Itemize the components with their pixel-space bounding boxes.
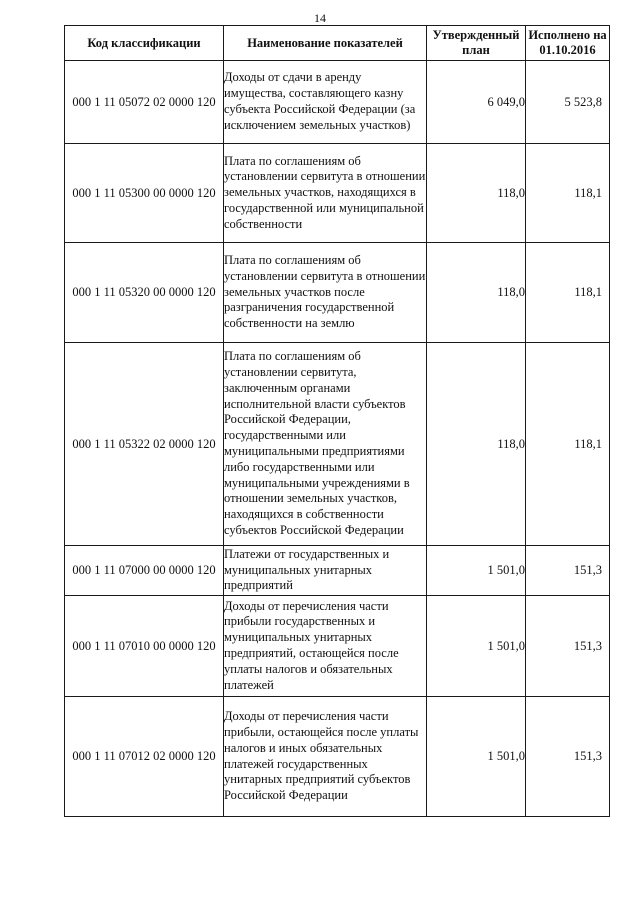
table-row	[65, 144, 610, 243]
row-plan: 118,0	[427, 144, 526, 243]
row-plan: 118,0	[427, 343, 526, 546]
budget-table	[64, 25, 610, 817]
row-plan: 118,0	[427, 243, 526, 343]
row-name: Доходы от перечисления части прибыли, остающейся после уплаты налогов и иных обязательных платежей государственных унитарных предприятий субъектов Российской Федерации	[224, 697, 427, 817]
row-code: 000 1 11 05072 02 0000 120	[65, 61, 224, 144]
row-done: 118,1	[526, 144, 610, 243]
table-row	[65, 697, 610, 817]
table-header-row	[65, 26, 610, 61]
row-plan: 1 501,0	[427, 546, 526, 596]
table-row	[65, 61, 610, 144]
row-name: Плата по соглашениям об установлении сервитута в отношении земельных участков, находящихся в государственной или муниципальной собственности	[224, 144, 427, 243]
row-code: 000 1 11 07010 00 0000 120	[65, 596, 224, 697]
row-code: 000 1 11 05300 00 0000 120	[65, 144, 224, 243]
row-code: 000 1 11 05322 02 0000 120	[65, 343, 224, 546]
row-name: Плата по соглашениям об установлении сервитута в отношении земельных участков после разграничения государственной собственности на землю	[224, 243, 427, 343]
table-row	[65, 546, 610, 596]
row-plan: 1 501,0	[427, 596, 526, 697]
row-name: Плата по соглашениям об установлении сервитута, заключенным органами исполнительной власти субъектов Российской Федерации, государственными или муниципальными предприятиями либо государственными или муниципальными учреждениями в отношении земельных участков, находящихся в собственности субъектов Российской Федерации	[224, 343, 427, 546]
table-row	[65, 343, 610, 546]
row-name: Доходы от перечисления части прибыли государственных и муниципальных унитарных предприятий, остающейся после уплаты налогов и обязательных платежей	[224, 596, 427, 697]
table-row	[65, 243, 610, 343]
row-plan: 6 049,0	[427, 61, 526, 144]
row-done: 5 523,8	[526, 61, 610, 144]
header-code: Код классификации	[65, 26, 224, 61]
row-done: 118,1	[526, 243, 610, 343]
row-done: 151,3	[526, 546, 610, 596]
row-done: 151,3	[526, 697, 610, 817]
row-code: 000 1 11 07000 00 0000 120	[65, 546, 224, 596]
row-name: Доходы от сдачи в аренду имущества, составляющего казну субъекта Российской Федерации (за исключением земельных участков)	[224, 61, 427, 144]
table-row	[65, 596, 610, 697]
row-done: 151,3	[526, 596, 610, 697]
row-name: Платежи от государственных и муниципальных унитарных предприятий	[224, 546, 427, 596]
row-code: 000 1 11 07012 02 0000 120	[65, 697, 224, 817]
row-done: 118,1	[526, 343, 610, 546]
header-plan: Утвержденный план	[427, 26, 526, 61]
header-done: Исполнено на 01.10.2016	[526, 26, 610, 61]
page-number: 14	[314, 11, 326, 25]
row-code: 000 1 11 05320 00 0000 120	[65, 243, 224, 343]
header-name: Наименование показателей	[224, 26, 427, 61]
row-plan: 1 501,0	[427, 697, 526, 817]
